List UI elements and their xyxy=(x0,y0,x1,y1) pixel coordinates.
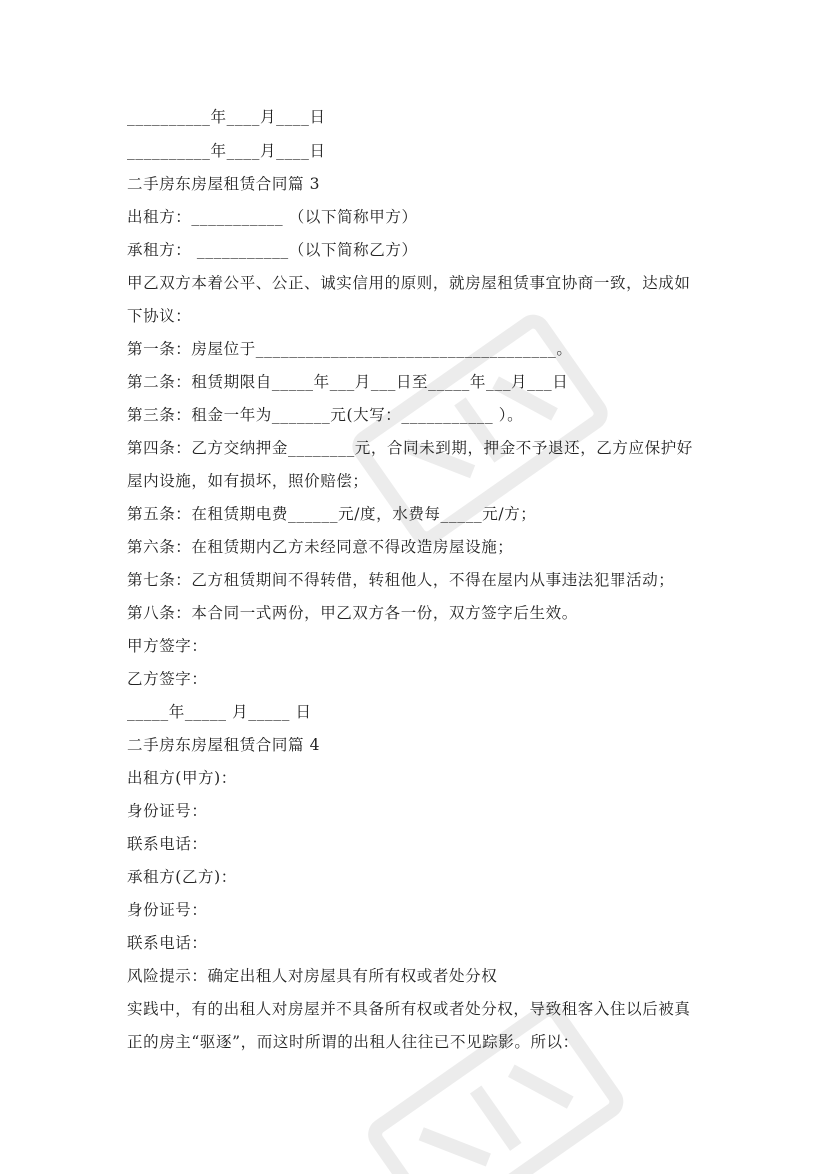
date-line: _____年_____ 月_____ 日 xyxy=(127,703,312,721)
id-number-line: 身份证号： xyxy=(127,901,208,919)
section-title: 二手房东房屋租赁合同篇 3 xyxy=(127,175,321,193)
risk-notice: 风险提示：确定出租人对房屋具有所有权或者处分权 xyxy=(127,967,498,985)
clause-3: 第三条：租金一年为_______元(大写：___________ ）。 xyxy=(127,406,524,424)
clause-6: 第六条：在租赁期内乙方未经同意不得改造房屋设施； xyxy=(127,538,514,556)
clause-4-cont: 屋内设施，如有损坏，照价赔偿； xyxy=(127,472,369,490)
id-number-line: 身份证号： xyxy=(127,802,208,820)
lessor-line: 出租方(甲方)： xyxy=(127,769,237,787)
clause-5: 第五条：在租赁期电费______元/度，水费每_____元/方； xyxy=(127,505,537,523)
paragraph-line: 甲乙双方本着公平、公正、诚实信用的原则，就房屋租赁事宜协商一致，达成如 xyxy=(127,274,691,292)
lessor-line: 出租方：___________ （以下简称甲方） xyxy=(127,208,418,226)
date-line: __________年____月____日 xyxy=(127,108,326,126)
phone-line: 联系电话： xyxy=(127,835,208,853)
lessee-line: 承租方： ___________（以下简称乙方） xyxy=(127,241,418,259)
phone-line: 联系电话： xyxy=(127,934,208,952)
clause-7: 第七条：乙方租赁期间不得转借，转租他人，不得在屋内从事违法犯罪活动； xyxy=(127,571,675,589)
lessee-line: 承租方(乙方)： xyxy=(127,868,237,886)
clause-4: 第四条：乙方交纳押金________元，合同未到期，押金不予退还，乙方应保护好 xyxy=(127,439,693,457)
section-title: 二手房东房屋租赁合同篇 4 xyxy=(127,736,321,754)
date-line: __________年____月____日 xyxy=(127,142,326,160)
paragraph-line: 下协议： xyxy=(127,307,192,325)
clause-1: 第一条：房屋位于____________________________________。 xyxy=(127,340,573,358)
paragraph-line: 正的房主“驱逐”，而这时所谓的出租人往往已不见踪影。所以： xyxy=(127,1033,579,1051)
clause-8: 第八条：本合同一式两份，甲乙双方各一份，双方签字后生效。 xyxy=(127,604,578,622)
paragraph-line: 实践中，有的出租人对房屋并不具备所有权或者处分权，导致租客入住以后被真 xyxy=(127,1000,691,1018)
party-b-signature: 乙方签字： xyxy=(127,670,208,688)
party-a-signature: 甲方签字： xyxy=(127,637,208,655)
clause-2: 第二条：租赁期限自_____年___月___日至_____年___月___日 xyxy=(127,373,569,391)
